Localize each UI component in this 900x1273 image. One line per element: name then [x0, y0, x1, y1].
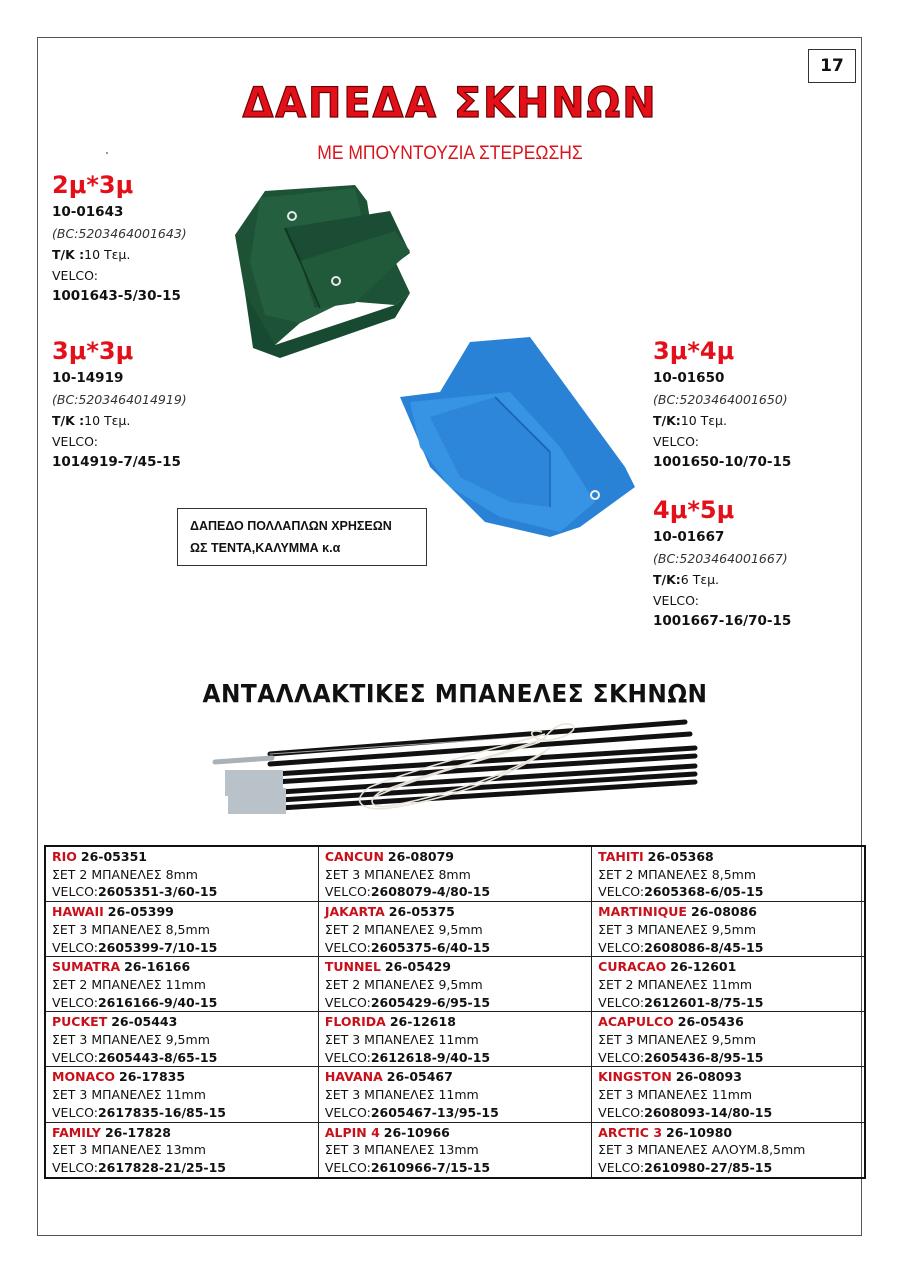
- model-code: 26-05467: [386, 1069, 453, 1085]
- product-size: 3μ*4μ: [653, 337, 735, 365]
- model-name: ARCTIC 3: [598, 1124, 663, 1140]
- pole-set-title: [598, 1124, 858, 1142]
- tent-poles-image: [200, 712, 720, 822]
- model-name: CANCUN: [324, 849, 384, 864]
- pole-set-description: ΣΕΤ 3 ΜΠΑΝΕΛΕΣ 9,5mm: [598, 1032, 757, 1048]
- pole-set-description: ΣΕΤ 3 ΜΠΑΝΕΛΕΣ 9,5mm: [598, 921, 757, 937]
- pole-set-velco: [598, 939, 858, 957]
- pole-set-description: ΣΕΤ 2 ΜΠΑΝΕΛΕΣ 9,5mm: [324, 976, 483, 992]
- pole-set-velco: [325, 994, 585, 1012]
- pole-set-velco: [52, 1049, 312, 1067]
- pole-set-cell: [45, 1067, 318, 1122]
- pole-set-cell: [318, 1067, 591, 1122]
- model-code: 26-05375: [388, 904, 455, 920]
- pole-set-cell: [592, 1122, 865, 1178]
- velco-label: VELCO:: [324, 1049, 371, 1065]
- velco-value: 2605368-6/05-15: [644, 884, 764, 900]
- model-code: 26-05399: [107, 904, 174, 920]
- product-barcode: (BC:5203464014919): [52, 392, 187, 407]
- model-name: JAKARTA: [324, 904, 385, 920]
- product-3x4: [653, 336, 853, 473]
- velco-label: VELCO:: [52, 1049, 98, 1065]
- pole-set-description: ΣΕΤ 3 ΜΠΑΝΕΛΕΣ 13mm: [324, 1142, 479, 1158]
- pole-set-cell: [45, 957, 318, 1012]
- pole-set-title: [598, 958, 858, 976]
- pole-set-velco: [325, 1049, 585, 1067]
- pole-set-velco: [325, 1159, 585, 1177]
- product-code: 10-01667: [653, 529, 725, 545]
- model-name: FLORIDA: [324, 1014, 386, 1030]
- pole-set-cell: [45, 902, 318, 957]
- model-name: TAHITI: [598, 849, 644, 864]
- velco-value: 2610966-7/15-15: [370, 1159, 491, 1175]
- pole-set-description: ΣΕΤ 2 ΜΠΑΝΕΛΕΣ 9,5mm: [324, 921, 483, 937]
- pole-set-velco: [52, 994, 312, 1012]
- pole-set-velco: [598, 1049, 858, 1067]
- table-row: [45, 957, 865, 1012]
- pack-qty-label: T/K:: [653, 413, 681, 428]
- table-row: [45, 1122, 865, 1178]
- model-code: 26-10966: [383, 1124, 450, 1140]
- product-pack-qty: [52, 244, 252, 265]
- pole-set-cell: [45, 1012, 318, 1067]
- product-pack-qty: [653, 569, 853, 590]
- model-name: RIO: [52, 849, 77, 864]
- page-title: ΔΑΠΕΔΑ ΣΚΗΝΩΝ: [242, 78, 658, 127]
- model-name: PUCKET: [52, 1014, 108, 1030]
- product-size: 2μ*3μ: [52, 171, 134, 199]
- product-code: 10-14919: [52, 370, 124, 386]
- velco-value: 2605375-6/40-15: [370, 939, 491, 955]
- model-code: 26-08086: [690, 904, 758, 920]
- pole-set-title: [325, 1013, 585, 1031]
- velco-value: 2612618-9/40-15: [370, 1049, 491, 1065]
- pack-qty-value: 10 Τεμ.: [84, 413, 131, 428]
- velco-value: 2605351-3/60-15: [97, 884, 218, 900]
- model-name: ACAPULCO: [598, 1014, 674, 1030]
- velco-value: 2612601-8/75-15: [644, 994, 764, 1010]
- pole-set-title: [325, 903, 585, 921]
- pole-set-description: ΣΕΤ 2 ΜΠΑΝΕΛΕΣ 8,5mm: [598, 866, 757, 882]
- pole-set-title: [325, 1068, 585, 1086]
- pole-set-title: [325, 958, 585, 976]
- velco-label: VELCO:: [653, 434, 699, 449]
- product-size: 3μ*3μ: [52, 337, 134, 365]
- pole-set-cell: [592, 1067, 865, 1122]
- model-code: 26-10980: [666, 1124, 733, 1140]
- pole-set-title: [325, 1124, 585, 1142]
- velco-label: VELCO:: [52, 939, 98, 955]
- model-code: 26-08079: [387, 849, 454, 864]
- velco-value: 2608086-8/45-15: [644, 939, 764, 955]
- model-name: MONACO: [52, 1069, 116, 1085]
- product-barcode: (BC:5203464001650): [653, 392, 788, 407]
- pole-set-title: [52, 848, 312, 866]
- multi-use-note-box: [177, 508, 427, 566]
- pole-set-description: ΣΕΤ 3 ΜΠΑΝΕΛΕΣ 9,5mm: [52, 1032, 210, 1048]
- pole-set-cell: [318, 1122, 591, 1178]
- pole-set-description: ΣΕΤ 3 ΜΠΑΝΕΛΕΣ 11mm: [324, 1032, 479, 1048]
- model-code: 26-05368: [647, 849, 714, 864]
- pole-set-title: [598, 1068, 858, 1086]
- model-code: 26-17835: [119, 1069, 186, 1085]
- pole-set-velco: [52, 1159, 312, 1177]
- model-code: 26-05436: [677, 1014, 744, 1030]
- pole-set-description: ΣΕΤ 3 ΜΠΑΝΕΛΕΣ 8mm: [324, 866, 471, 882]
- velco-value: 1001667-16/70-15: [653, 613, 792, 629]
- note-line-1: ΔΑΠΕΔΟ ΠΟΛΛΑΠΛΩΝ ΧΡΗΣΕΩΝ: [190, 519, 392, 533]
- velco-value: 2617835-16/85-15: [97, 1104, 226, 1120]
- pack-qty-value: 10 Τεμ.: [680, 413, 727, 428]
- pole-set-title: [325, 848, 585, 866]
- table-row: [45, 846, 865, 902]
- velco-value: 1001650-10/70-15: [653, 454, 792, 470]
- velco-label: VELCO:: [598, 939, 645, 955]
- pack-qty-label: T/K :: [52, 413, 85, 428]
- velco-value: 2608079-4/80-15: [370, 884, 491, 900]
- product-code: 10-01643: [52, 204, 124, 220]
- pole-set-description: ΣΕΤ 3 ΜΠΑΝΕΛΕΣ 11mm: [324, 1087, 479, 1103]
- pole-set-cell: [592, 902, 865, 957]
- pole-set-cell: [592, 1012, 865, 1067]
- pole-set-title: [598, 1013, 858, 1031]
- velco-label: VELCO:: [324, 1159, 371, 1175]
- product-3x3: [52, 336, 252, 473]
- velco-value: 2617828-21/25-15: [97, 1159, 226, 1175]
- pole-set-cell: [592, 846, 865, 902]
- velco-label: VELCO:: [324, 1104, 371, 1120]
- pole-set-velco: [52, 883, 312, 901]
- tent-poles-table: [44, 845, 866, 1179]
- pole-set-velco: [598, 1104, 858, 1122]
- product-pack-qty: [653, 410, 853, 431]
- pole-set-description: ΣΕΤ 3 ΜΠΑΝΕΛΕΣ 8,5mm: [52, 921, 210, 937]
- product-2x3: [52, 170, 252, 307]
- model-name: ALPIN 4: [324, 1124, 380, 1140]
- velco-label: VELCO:: [52, 268, 98, 283]
- pole-set-velco: [52, 939, 312, 957]
- velco-value: 2605429-6/95-15: [370, 994, 491, 1010]
- model-name: CURACAO: [598, 959, 667, 975]
- pole-set-description: ΣΕΤ 3 ΜΠΑΝΕΛΕΣ ΑΛΟΥΜ.8,5mm: [598, 1142, 806, 1158]
- pole-set-velco: [598, 883, 858, 901]
- table-row: [45, 1012, 865, 1067]
- velco-value: 1014919-7/45-15: [52, 454, 181, 470]
- pole-set-description: ΣΕΤ 3 ΜΠΑΝΕΛΕΣ 11mm: [598, 1087, 753, 1103]
- pole-set-cell: [318, 1012, 591, 1067]
- velco-value: 1001643-5/30-15: [52, 288, 181, 304]
- model-name: KINGSTON: [598, 1069, 672, 1085]
- velco-label: VELCO:: [324, 884, 371, 900]
- stray-dot: [106, 152, 108, 154]
- model-name: HAWAII: [52, 904, 104, 920]
- pole-set-description: ΣΕΤ 3 ΜΠΑΝΕΛΕΣ 11mm: [52, 1087, 206, 1103]
- velco-label: VELCO:: [52, 884, 98, 900]
- product-code: 10-01650: [653, 370, 725, 386]
- pole-set-cell: [592, 957, 865, 1012]
- pole-set-velco: [325, 883, 585, 901]
- product-barcode: (BC:5203464001643): [52, 226, 187, 241]
- pole-set-description: ΣΕΤ 3 ΜΠΑΝΕΛΕΣ 13mm: [52, 1142, 206, 1158]
- model-code: 26-12601: [670, 959, 737, 975]
- pole-set-velco: [325, 1104, 585, 1122]
- model-name: TUNNEL: [324, 959, 381, 975]
- model-code: 26-05429: [384, 959, 451, 975]
- pole-set-cell: [318, 957, 591, 1012]
- pack-qty-label: T/K :: [52, 247, 85, 262]
- velco-value: 2605467-13/95-15: [370, 1104, 499, 1120]
- velco-value: 2605399-7/10-15: [97, 939, 218, 955]
- note-line-2: ΩΣ ΤΕΝΤΑ,ΚΑΛΥΜΜΑ κ.α: [190, 541, 341, 555]
- model-name: HAVANA: [324, 1069, 383, 1085]
- model-code: 26-17828: [104, 1124, 172, 1140]
- pole-set-title: [52, 1013, 312, 1031]
- velco-value: 2608093-14/80-15: [644, 1104, 773, 1120]
- pole-set-cell: [318, 846, 591, 902]
- velco-label: VELCO:: [598, 1104, 645, 1120]
- page-subtitle: ΜΕ ΜΠΟΥΝΤΟΥΖΙΑ ΣΤΕΡΕΩΣΗΣ: [317, 143, 583, 164]
- pole-set-title: [598, 848, 858, 866]
- velco-value: 2605443-8/65-15: [97, 1049, 218, 1065]
- pole-set-velco: [598, 1159, 858, 1177]
- model-code: 26-05351: [80, 849, 147, 864]
- pole-set-title: [52, 1124, 312, 1142]
- model-code: 26-05443: [111, 1014, 178, 1030]
- table-row: [45, 1067, 865, 1122]
- pole-set-velco: [325, 939, 585, 957]
- pole-set-title: [52, 958, 312, 976]
- velco-label: VELCO:: [598, 994, 645, 1010]
- pack-qty-value: 6 Τεμ.: [680, 572, 720, 587]
- velco-value: 2616166-9/40-15: [97, 994, 218, 1010]
- pole-set-cell: [45, 846, 318, 902]
- pole-set-cell: [318, 902, 591, 957]
- velco-label: VELCO:: [324, 994, 371, 1010]
- page-number: 17: [808, 49, 856, 83]
- velco-label: VELCO:: [653, 593, 699, 608]
- product-pack-qty: [52, 410, 252, 431]
- pole-set-description: ΣΕΤ 2 ΜΠΑΝΕΛΕΣ 11mm: [52, 976, 206, 992]
- model-name: SUMATRA: [52, 959, 121, 975]
- model-name: FAMILY: [52, 1124, 101, 1140]
- pole-set-velco: [52, 1104, 312, 1122]
- velco-label: VELCO:: [52, 1104, 98, 1120]
- velco-label: VELCO:: [598, 884, 645, 900]
- product-barcode: (BC:5203464001667): [653, 551, 788, 566]
- pole-set-title: [52, 1068, 312, 1086]
- product-4x5: [653, 495, 853, 632]
- velco-label: VELCO:: [52, 1159, 98, 1175]
- pole-set-cell: [45, 1122, 318, 1178]
- section-title-poles: ΑΝΤΑΛΛΑΚΤΙΚΕΣ ΜΠΑΝΕΛΕΣ ΣΚΗΝΩΝ: [202, 679, 708, 708]
- velco-value: 2610980-27/85-15: [644, 1159, 773, 1175]
- pole-set-description: ΣΕΤ 2 ΜΠΑΝΕΛΕΣ 8mm: [52, 866, 198, 882]
- table-row: [45, 902, 865, 957]
- velco-label: VELCO:: [598, 1049, 645, 1065]
- velco-label: VELCO:: [324, 939, 371, 955]
- velco-label: VELCO:: [52, 994, 98, 1010]
- blue-tarp-image: [390, 337, 640, 537]
- velco-value: 2605436-8/95-15: [644, 1049, 764, 1065]
- pole-set-velco: [598, 994, 858, 1012]
- model-name: MARTINIQUE: [598, 904, 687, 920]
- product-size: 4μ*5μ: [653, 496, 735, 524]
- model-code: 26-16166: [124, 959, 191, 975]
- pack-qty-label: T/K:: [653, 572, 681, 587]
- velco-label: VELCO:: [52, 434, 98, 449]
- pole-set-title: [598, 903, 858, 921]
- model-code: 26-12618: [389, 1014, 456, 1030]
- pack-qty-value: 10 Τεμ.: [84, 247, 131, 262]
- pole-set-description: ΣΕΤ 2 ΜΠΑΝΕΛΕΣ 11mm: [598, 976, 753, 992]
- velco-label: VELCO:: [598, 1159, 645, 1175]
- pole-set-title: [52, 903, 312, 921]
- model-code: 26-08093: [675, 1069, 742, 1085]
